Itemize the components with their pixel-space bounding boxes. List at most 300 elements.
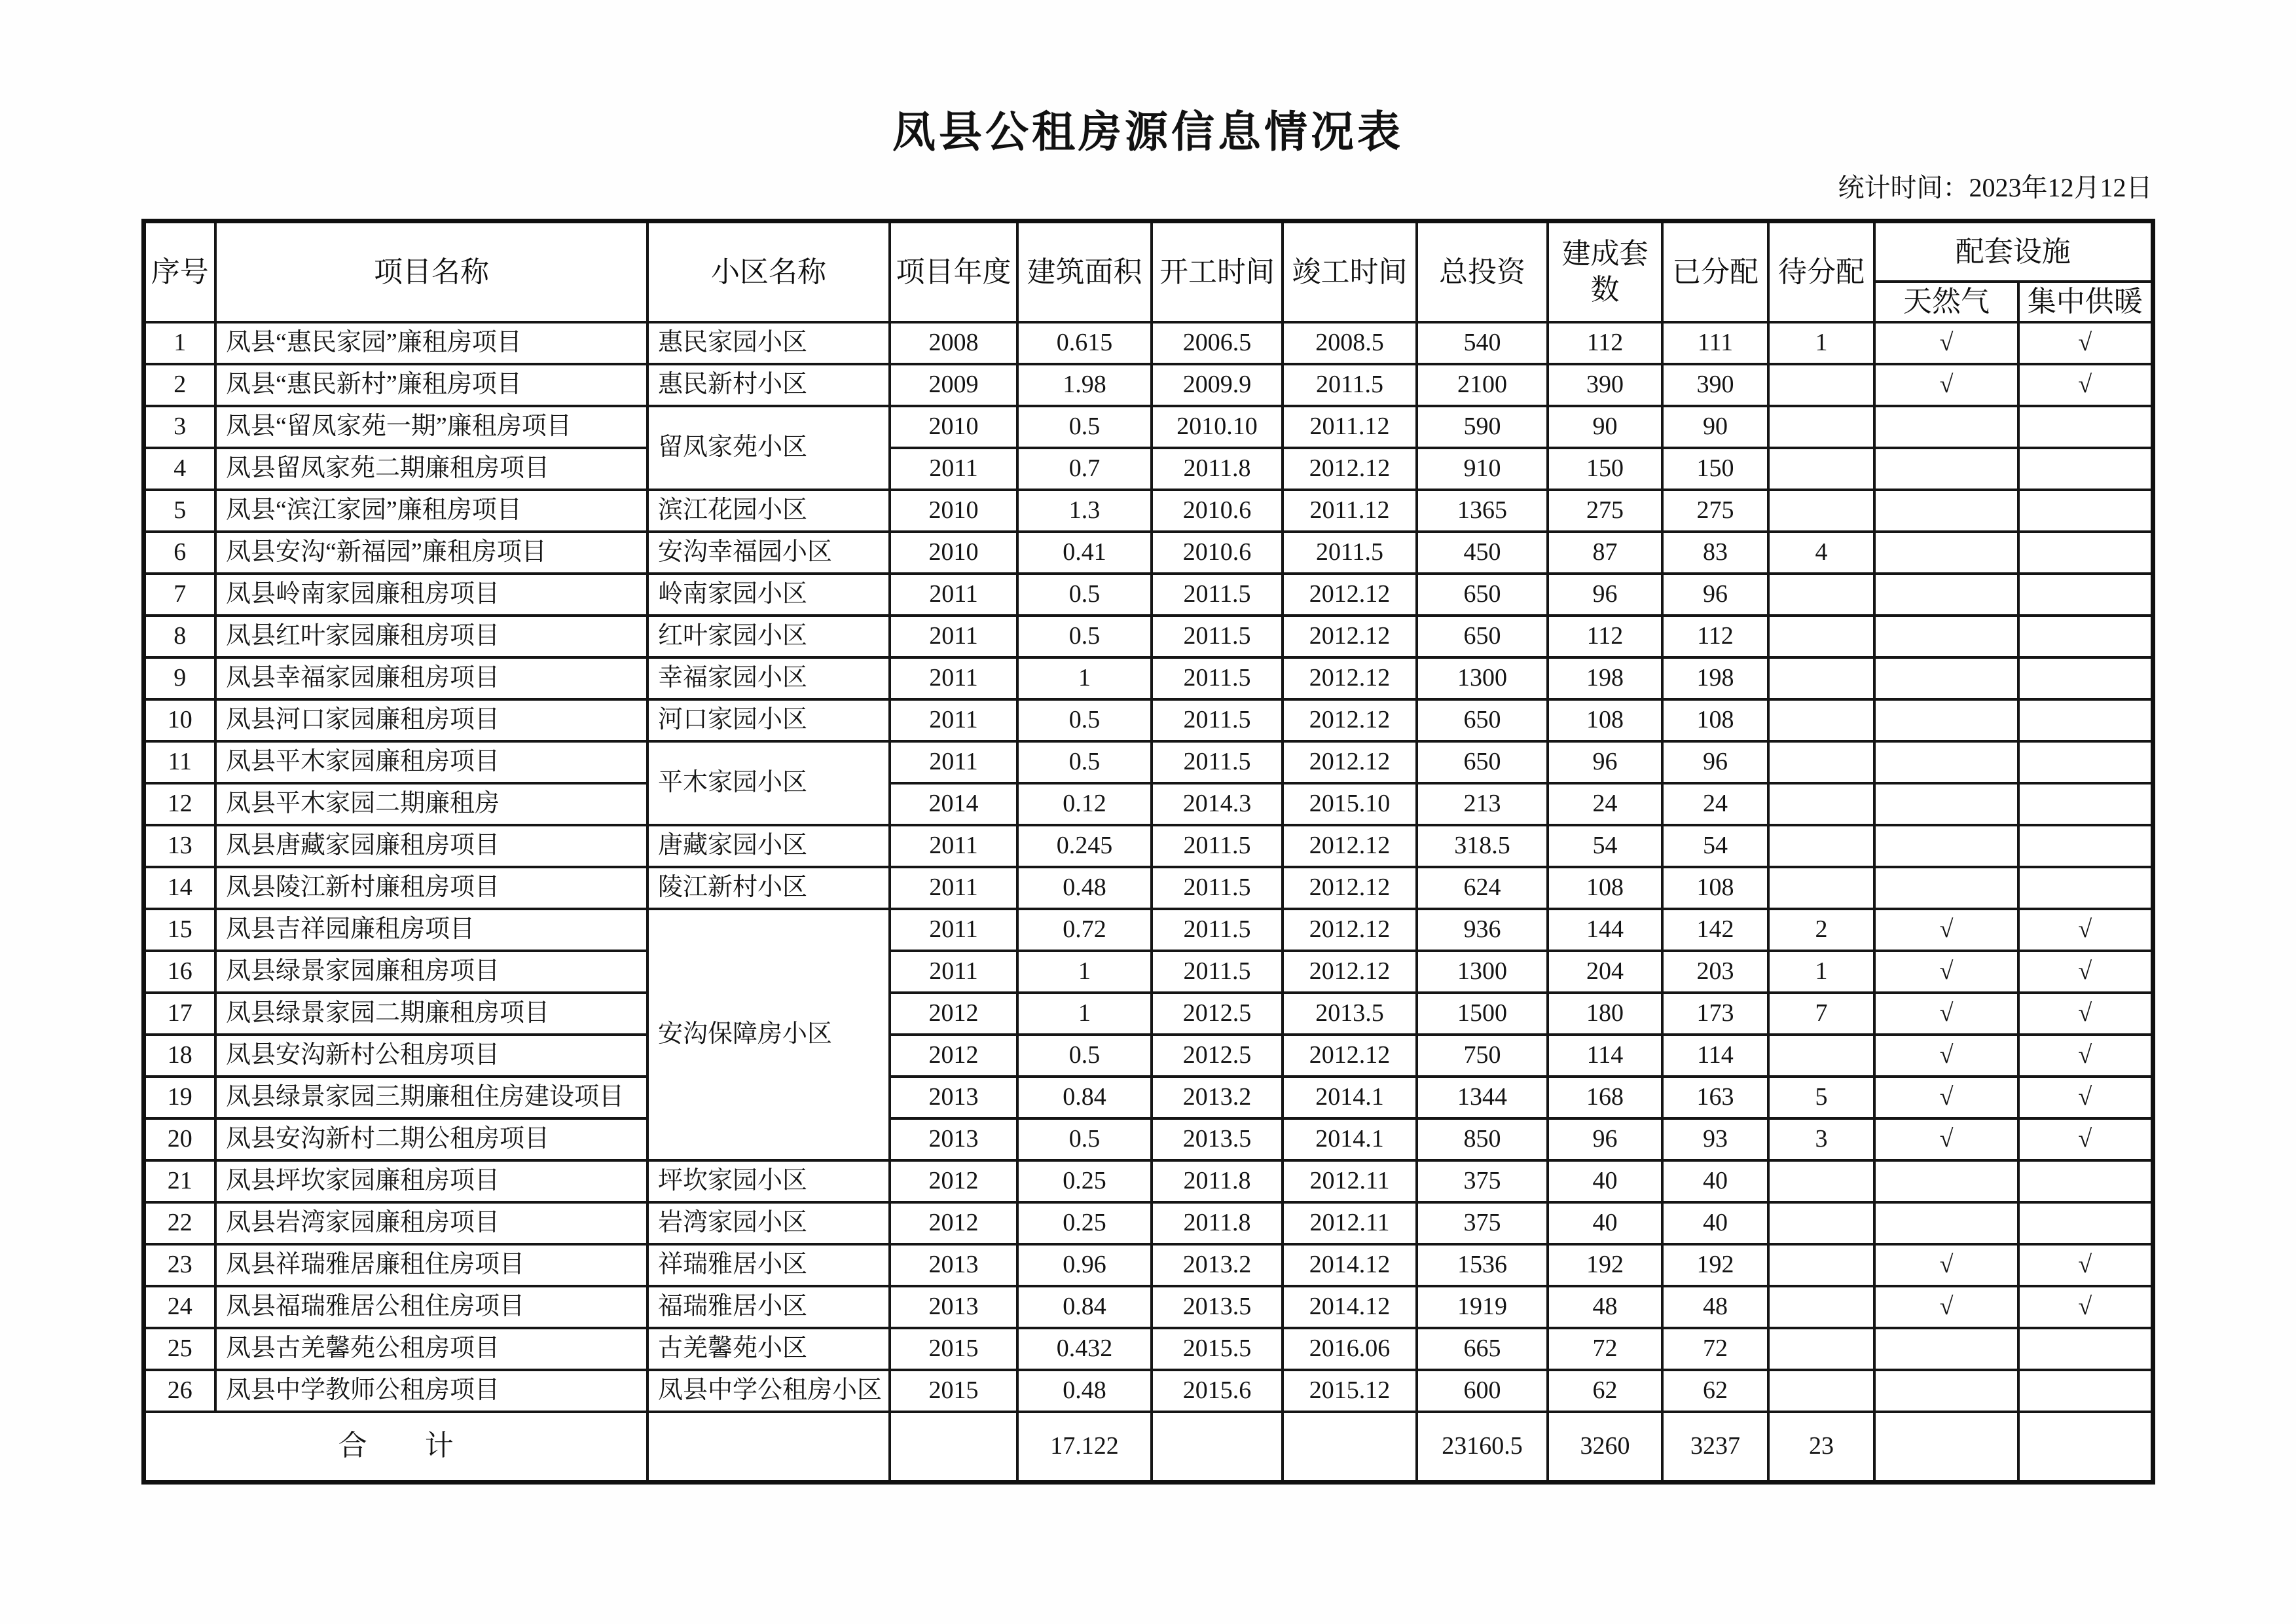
table-row — [143, 574, 2153, 616]
allocated-cell: 163 — [1662, 1077, 1768, 1118]
total-investment-cell: 450 — [1417, 532, 1548, 574]
table-row — [143, 993, 2153, 1035]
total-investment-cell: 375 — [1417, 1160, 1548, 1202]
total-row — [143, 1412, 2153, 1483]
table-row — [143, 364, 2153, 406]
project-name-cell: 凤县吉祥园廉租房项目 — [215, 909, 647, 951]
row-number-cell: 5 — [143, 490, 215, 532]
start-time-cell: 2013.2 — [1152, 1077, 1283, 1118]
start-time-cell: 2011.5 — [1152, 699, 1283, 741]
project-name-cell: 凤县祥瑞雅居廉租住房项目 — [215, 1244, 647, 1286]
allocated-cell: 150 — [1662, 448, 1768, 490]
table-row — [143, 1286, 2153, 1328]
header-allocated: 已分配 — [1662, 221, 1768, 322]
project-year-cell — [890, 1412, 1017, 1483]
unallocated-cell — [1768, 1160, 1874, 1202]
unallocated-cell: 1 — [1768, 951, 1874, 993]
unallocated-cell — [1768, 1202, 1874, 1244]
allocated-cell: 203 — [1662, 951, 1768, 993]
total-investment-cell: 23160.5 — [1417, 1412, 1548, 1483]
row-number-cell: 8 — [143, 616, 215, 657]
start-time-cell: 2011.8 — [1152, 1160, 1283, 1202]
total-investment-cell: 213 — [1417, 783, 1548, 825]
project-name-cell: 凤县福瑞雅居公租住房项目 — [215, 1286, 647, 1328]
community-name-cell: 福瑞雅居小区 — [647, 1286, 890, 1328]
built-units-cell: 112 — [1548, 616, 1662, 657]
start-time-cell: 2011.5 — [1152, 825, 1283, 867]
heating-check-cell — [2018, 406, 2153, 448]
table-row — [143, 1160, 2153, 1202]
completion-time-cell: 2012.11 — [1283, 1160, 1417, 1202]
start-time-cell: 2006.5 — [1152, 322, 1283, 364]
start-time-cell: 2010.10 — [1152, 406, 1283, 448]
built-units-cell: 108 — [1548, 699, 1662, 741]
floor-area-cell: 0.84 — [1017, 1077, 1152, 1118]
total-investment-cell: 910 — [1417, 448, 1548, 490]
gas-check-cell — [1874, 825, 2018, 867]
completion-time-cell: 2012.12 — [1283, 448, 1417, 490]
header-total-investment: 总投资 — [1417, 221, 1548, 322]
page-title: 凤县公租房源信息情况表 — [892, 109, 1404, 157]
header-community-name: 小区名称 — [647, 221, 890, 322]
allocated-cell: 24 — [1662, 783, 1768, 825]
built-units-cell: 62 — [1548, 1370, 1662, 1412]
table-row — [143, 657, 2153, 699]
project-year-cell: 2012 — [890, 1202, 1017, 1244]
total-investment-cell: 1300 — [1417, 657, 1548, 699]
allocated-cell: 72 — [1662, 1328, 1768, 1370]
community-name-cell: 惠民家园小区 — [647, 322, 890, 364]
table-header — [143, 221, 2153, 322]
built-units-cell: 275 — [1548, 490, 1662, 532]
table-row — [143, 1328, 2153, 1370]
project-name-cell: 凤县“留凤家苑一期”廉租房项目 — [215, 406, 647, 448]
unallocated-cell — [1768, 1244, 1874, 1286]
built-units-cell: 114 — [1548, 1035, 1662, 1077]
community-name-cell: 祥瑞雅居小区 — [647, 1244, 890, 1286]
completion-time-cell: 2016.06 — [1283, 1328, 1417, 1370]
row-number-cell: 22 — [143, 1202, 215, 1244]
gas-check-cell: √ — [1874, 1077, 2018, 1118]
project-name-cell: 凤县绿景家园三期廉租住房建设项目 — [215, 1077, 647, 1118]
start-time-cell: 2011.5 — [1152, 867, 1283, 909]
unallocated-cell: 1 — [1768, 322, 1874, 364]
gas-check-cell: √ — [1874, 909, 2018, 951]
project-year-cell: 2012 — [890, 993, 1017, 1035]
table-row — [143, 1370, 2153, 1412]
start-time-cell: 2011.5 — [1152, 741, 1283, 783]
built-units-cell: 144 — [1548, 909, 1662, 951]
heating-check-cell — [2018, 783, 2153, 825]
project-year-cell: 2015 — [890, 1370, 1017, 1412]
project-year-cell: 2010 — [890, 490, 1017, 532]
allocated-cell: 40 — [1662, 1202, 1768, 1244]
row-number-cell: 3 — [143, 406, 215, 448]
total-investment-cell: 318.5 — [1417, 825, 1548, 867]
unallocated-cell — [1768, 1035, 1874, 1077]
floor-area-cell: 0.245 — [1017, 825, 1152, 867]
completion-time-cell: 2012.12 — [1283, 951, 1417, 993]
table-row — [143, 825, 2153, 867]
start-time-cell: 2011.5 — [1152, 657, 1283, 699]
project-name-cell: 凤县“惠民新村”廉租房项目 — [215, 364, 647, 406]
project-year-cell: 2011 — [890, 699, 1017, 741]
unallocated-cell — [1768, 1328, 1874, 1370]
project-year-cell: 2011 — [890, 867, 1017, 909]
header-row-number: 序号 — [143, 221, 215, 322]
completion-time-cell: 2012.12 — [1283, 657, 1417, 699]
header-start-time: 开工时间 — [1152, 221, 1283, 322]
project-name-cell: 凤县绿景家园二期廉租房项目 — [215, 993, 647, 1035]
gas-check-cell: √ — [1874, 322, 2018, 364]
table-row — [143, 532, 2153, 574]
built-units-cell: 54 — [1548, 825, 1662, 867]
gas-check-cell — [1874, 657, 2018, 699]
project-year-cell: 2010 — [890, 406, 1017, 448]
floor-area-cell: 17.122 — [1017, 1412, 1152, 1483]
table-row — [143, 951, 2153, 993]
floor-area-cell: 0.12 — [1017, 783, 1152, 825]
heating-check-cell: √ — [2018, 364, 2153, 406]
floor-area-cell: 0.5 — [1017, 574, 1152, 616]
row-number-cell: 23 — [143, 1244, 215, 1286]
row-number-cell: 15 — [143, 909, 215, 951]
project-name-cell: 凤县陵江新村廉租房项目 — [215, 867, 647, 909]
header-project-year: 项目年度 — [890, 221, 1017, 322]
unallocated-cell — [1768, 448, 1874, 490]
gas-check-cell — [1874, 532, 2018, 574]
built-units-cell: 96 — [1548, 1118, 1662, 1160]
heating-check-cell — [2018, 825, 2153, 867]
start-time-cell: 2013.5 — [1152, 1286, 1283, 1328]
community-name-cell: 幸福家园小区 — [647, 657, 890, 699]
floor-area-cell: 1 — [1017, 657, 1152, 699]
community-name-cell: 古羌馨苑小区 — [647, 1328, 890, 1370]
total-investment-cell: 1300 — [1417, 951, 1548, 993]
project-year-cell: 2011 — [890, 616, 1017, 657]
total-investment-cell: 650 — [1417, 741, 1548, 783]
unallocated-cell — [1768, 406, 1874, 448]
gas-check-cell: √ — [1874, 364, 2018, 406]
project-name-cell: 凤县坪坎家园廉租房项目 — [215, 1160, 647, 1202]
gas-check-cell — [1874, 1412, 2018, 1483]
project-year-cell: 2011 — [890, 657, 1017, 699]
allocated-cell: 90 — [1662, 406, 1768, 448]
built-units-cell: 180 — [1548, 993, 1662, 1035]
gas-check-cell: √ — [1874, 1244, 2018, 1286]
project-name-cell: 凤县中学教师公租房项目 — [215, 1370, 647, 1412]
project-year-cell: 2013 — [890, 1077, 1017, 1118]
total-investment-cell: 540 — [1417, 322, 1548, 364]
unallocated-cell — [1768, 364, 1874, 406]
row-number-cell: 6 — [143, 532, 215, 574]
total-investment-cell: 1536 — [1417, 1244, 1548, 1286]
row-number-cell: 14 — [143, 867, 215, 909]
row-number-cell: 12 — [143, 783, 215, 825]
table-row — [143, 616, 2153, 657]
table-row — [143, 909, 2153, 951]
project-name-cell: 凤县安沟新村二期公租房项目 — [215, 1118, 647, 1160]
completion-time-cell: 2012.12 — [1283, 741, 1417, 783]
header-project-name: 项目名称 — [215, 221, 647, 322]
project-name-cell: 凤县古羌馨苑公租房项目 — [215, 1328, 647, 1370]
table-row — [143, 1244, 2153, 1286]
heating-check-cell: √ — [2018, 951, 2153, 993]
allocated-cell: 54 — [1662, 825, 1768, 867]
heating-check-cell — [2018, 448, 2153, 490]
floor-area-cell: 1 — [1017, 993, 1152, 1035]
start-time-cell: 2011.5 — [1152, 616, 1283, 657]
built-units-cell: 168 — [1548, 1077, 1662, 1118]
community-name-cell: 岩湾家园小区 — [647, 1202, 890, 1244]
project-name-cell: 凤县岩湾家园廉租房项目 — [215, 1202, 647, 1244]
allocated-cell: 62 — [1662, 1370, 1768, 1412]
community-name-cell: 岭南家园小区 — [647, 574, 890, 616]
unallocated-cell — [1768, 783, 1874, 825]
total-investment-cell: 750 — [1417, 1035, 1548, 1077]
total-investment-cell: 1365 — [1417, 490, 1548, 532]
total-investment-cell: 600 — [1417, 1370, 1548, 1412]
total-investment-cell: 2100 — [1417, 364, 1548, 406]
row-number-cell: 21 — [143, 1160, 215, 1202]
total-investment-cell: 624 — [1417, 867, 1548, 909]
completion-time-cell: 2013.5 — [1283, 993, 1417, 1035]
row-number-cell: 16 — [143, 951, 215, 993]
table-row — [143, 448, 2153, 490]
project-year-cell: 2012 — [890, 1160, 1017, 1202]
completion-time-cell: 2015.10 — [1283, 783, 1417, 825]
start-time-cell: 2011.5 — [1152, 951, 1283, 993]
row-number-cell: 11 — [143, 741, 215, 783]
gas-check-cell: √ — [1874, 951, 2018, 993]
completion-time-cell: 2008.5 — [1283, 322, 1417, 364]
allocated-cell: 114 — [1662, 1035, 1768, 1077]
row-number-cell: 13 — [143, 825, 215, 867]
allocated-cell: 48 — [1662, 1286, 1768, 1328]
gas-check-cell — [1874, 616, 2018, 657]
heating-check-cell: √ — [2018, 322, 2153, 364]
project-name-cell: 凤县“滨江家园”廉租房项目 — [215, 490, 647, 532]
heating-check-cell: √ — [2018, 993, 2153, 1035]
project-year-cell: 2013 — [890, 1244, 1017, 1286]
completion-time-cell: 2014.1 — [1283, 1118, 1417, 1160]
built-units-cell: 150 — [1548, 448, 1662, 490]
heating-check-cell — [2018, 616, 2153, 657]
total-investment-cell: 590 — [1417, 406, 1548, 448]
gas-check-cell — [1874, 1328, 2018, 1370]
heating-check-cell: √ — [2018, 909, 2153, 951]
allocated-cell: 96 — [1662, 741, 1768, 783]
completion-time-cell: 2012.12 — [1283, 909, 1417, 951]
project-name-cell: 凤县安沟“新福园”廉租房项目 — [215, 532, 647, 574]
total-investment-cell: 375 — [1417, 1202, 1548, 1244]
heating-check-cell — [2018, 574, 2153, 616]
unallocated-cell: 23 — [1768, 1412, 1874, 1483]
built-units-cell: 40 — [1548, 1202, 1662, 1244]
floor-area-cell: 1.98 — [1017, 364, 1152, 406]
community-name-cell: 河口家园小区 — [647, 699, 890, 741]
header-built-units: 建成套数 — [1548, 221, 1662, 322]
total-investment-cell: 850 — [1417, 1118, 1548, 1160]
project-year-cell: 2013 — [890, 1118, 1017, 1160]
floor-area-cell: 0.48 — [1017, 867, 1152, 909]
project-year-cell: 2011 — [890, 574, 1017, 616]
community-name-cell: 平木家园小区 — [647, 741, 890, 825]
completion-time-cell: 2011.5 — [1283, 364, 1417, 406]
heating-check-cell: √ — [2018, 1118, 2153, 1160]
community-name-cell: 惠民新村小区 — [647, 364, 890, 406]
heating-check-cell — [2018, 741, 2153, 783]
completion-time-cell: 2012.11 — [1283, 1202, 1417, 1244]
gas-check-cell: √ — [1874, 1035, 2018, 1077]
start-time-cell: 2015.5 — [1152, 1328, 1283, 1370]
start-time-cell: 2015.6 — [1152, 1370, 1283, 1412]
allocated-cell: 96 — [1662, 574, 1768, 616]
project-name-cell: 凤县安沟新村公租房项目 — [215, 1035, 647, 1077]
project-name-cell: 凤县唐藏家园廉租房项目 — [215, 825, 647, 867]
heating-check-cell — [2018, 1412, 2153, 1483]
community-name-cell: 安沟保障房小区 — [647, 909, 890, 1160]
completion-time-cell — [1283, 1412, 1417, 1483]
project-year-cell: 2011 — [890, 448, 1017, 490]
allocated-cell: 111 — [1662, 322, 1768, 364]
allocated-cell: 390 — [1662, 364, 1768, 406]
unallocated-cell — [1768, 1286, 1874, 1328]
table-row — [143, 867, 2153, 909]
unallocated-cell — [1768, 490, 1874, 532]
project-name-cell: 凤县平木家园廉租房项目 — [215, 741, 647, 783]
start-time-cell: 2010.6 — [1152, 532, 1283, 574]
project-year-cell: 2014 — [890, 783, 1017, 825]
project-name-cell: 凤县绿景家园廉租房项目 — [215, 951, 647, 993]
community-name-cell: 唐藏家园小区 — [647, 825, 890, 867]
completion-time-cell: 2011.12 — [1283, 406, 1417, 448]
floor-area-cell: 0.432 — [1017, 1328, 1152, 1370]
row-number-cell: 10 — [143, 699, 215, 741]
floor-area-cell: 0.5 — [1017, 699, 1152, 741]
completion-time-cell: 2012.12 — [1283, 574, 1417, 616]
start-time-cell: 2012.5 — [1152, 993, 1283, 1035]
heating-check-cell — [2018, 490, 2153, 532]
completion-time-cell: 2011.5 — [1283, 532, 1417, 574]
stat-time: 统计时间：2023年12月12日 — [1838, 173, 2153, 202]
table-row — [143, 406, 2153, 448]
heating-check-cell: √ — [2018, 1077, 2153, 1118]
unallocated-cell: 7 — [1768, 993, 1874, 1035]
gas-check-cell — [1874, 867, 2018, 909]
unallocated-cell — [1768, 1370, 1874, 1412]
start-time-cell: 2012.5 — [1152, 1035, 1283, 1077]
built-units-cell: 198 — [1548, 657, 1662, 699]
row-number-cell: 2 — [143, 364, 215, 406]
total-investment-cell: 1500 — [1417, 993, 1548, 1035]
built-units-cell: 48 — [1548, 1286, 1662, 1328]
row-number-cell: 18 — [143, 1035, 215, 1077]
row-number-cell: 25 — [143, 1328, 215, 1370]
header-facilities: 配套设施 — [1874, 221, 2153, 282]
project-name-cell: 凤县平木家园二期廉租房 — [215, 783, 647, 825]
allocated-cell: 3237 — [1662, 1412, 1768, 1483]
total-investment-cell: 1919 — [1417, 1286, 1548, 1328]
built-units-cell: 24 — [1548, 783, 1662, 825]
built-units-cell: 96 — [1548, 574, 1662, 616]
allocated-cell: 192 — [1662, 1244, 1768, 1286]
gas-check-cell — [1874, 1370, 2018, 1412]
total-investment-cell: 650 — [1417, 574, 1548, 616]
project-year-cell: 2011 — [890, 741, 1017, 783]
project-year-cell: 2008 — [890, 322, 1017, 364]
allocated-cell: 108 — [1662, 699, 1768, 741]
row-number-cell: 26 — [143, 1370, 215, 1412]
floor-area-cell: 0.41 — [1017, 532, 1152, 574]
housing-info-table — [141, 219, 2155, 1485]
project-name-cell: 凤县岭南家园廉租房项目 — [215, 574, 647, 616]
completion-time-cell: 2012.12 — [1283, 1035, 1417, 1077]
start-time-cell: 2010.6 — [1152, 490, 1283, 532]
completion-time-cell: 2012.12 — [1283, 616, 1417, 657]
floor-area-cell: 0.84 — [1017, 1286, 1152, 1328]
unallocated-cell: 5 — [1768, 1077, 1874, 1118]
allocated-cell: 112 — [1662, 616, 1768, 657]
table-row — [143, 741, 2153, 783]
header-completion-time: 竣工时间 — [1283, 221, 1417, 322]
header-central-heating: 集中供暖 — [2018, 282, 2153, 322]
gas-check-cell — [1874, 406, 2018, 448]
built-units-cell: 390 — [1548, 364, 1662, 406]
header-floor-area: 建筑面积 — [1017, 221, 1152, 322]
header-gas: 天然气 — [1874, 282, 2018, 322]
start-time-cell: 2014.3 — [1152, 783, 1283, 825]
heating-check-cell — [2018, 1328, 2153, 1370]
completion-time-cell: 2015.12 — [1283, 1370, 1417, 1412]
floor-area-cell: 0.72 — [1017, 909, 1152, 951]
floor-area-cell: 0.96 — [1017, 1244, 1152, 1286]
floor-area-cell: 0.25 — [1017, 1202, 1152, 1244]
start-time-cell: 2013.2 — [1152, 1244, 1283, 1286]
built-units-cell: 87 — [1548, 532, 1662, 574]
built-units-cell: 108 — [1548, 867, 1662, 909]
gas-check-cell — [1874, 490, 2018, 532]
unallocated-cell — [1768, 574, 1874, 616]
floor-area-cell: 0.5 — [1017, 406, 1152, 448]
gas-check-cell — [1874, 1202, 2018, 1244]
built-units-cell: 90 — [1548, 406, 1662, 448]
row-number-cell: 4 — [143, 448, 215, 490]
start-time-cell: 2013.5 — [1152, 1118, 1283, 1160]
project-name-cell: 凤县留凤家苑二期廉租房项目 — [215, 448, 647, 490]
project-name-cell: 凤县幸福家园廉租房项目 — [215, 657, 647, 699]
table-row — [143, 783, 2153, 825]
unallocated-cell — [1768, 825, 1874, 867]
project-name-cell: 凤县河口家园廉租房项目 — [215, 699, 647, 741]
community-name-cell: 红叶家园小区 — [647, 616, 890, 657]
floor-area-cell: 0.5 — [1017, 1035, 1152, 1077]
table-row — [143, 699, 2153, 741]
heating-check-cell — [2018, 657, 2153, 699]
heating-check-cell — [2018, 1370, 2153, 1412]
project-year-cell: 2011 — [890, 951, 1017, 993]
unallocated-cell — [1768, 867, 1874, 909]
built-units-cell: 40 — [1548, 1160, 1662, 1202]
floor-area-cell: 0.7 — [1017, 448, 1152, 490]
floor-area-cell: 0.48 — [1017, 1370, 1152, 1412]
floor-area-cell: 0.5 — [1017, 616, 1152, 657]
heating-check-cell: √ — [2018, 1035, 2153, 1077]
project-year-cell: 2009 — [890, 364, 1017, 406]
community-name-cell: 留凤家苑小区 — [647, 406, 890, 490]
unallocated-cell — [1768, 657, 1874, 699]
unallocated-cell: 2 — [1768, 909, 1874, 951]
